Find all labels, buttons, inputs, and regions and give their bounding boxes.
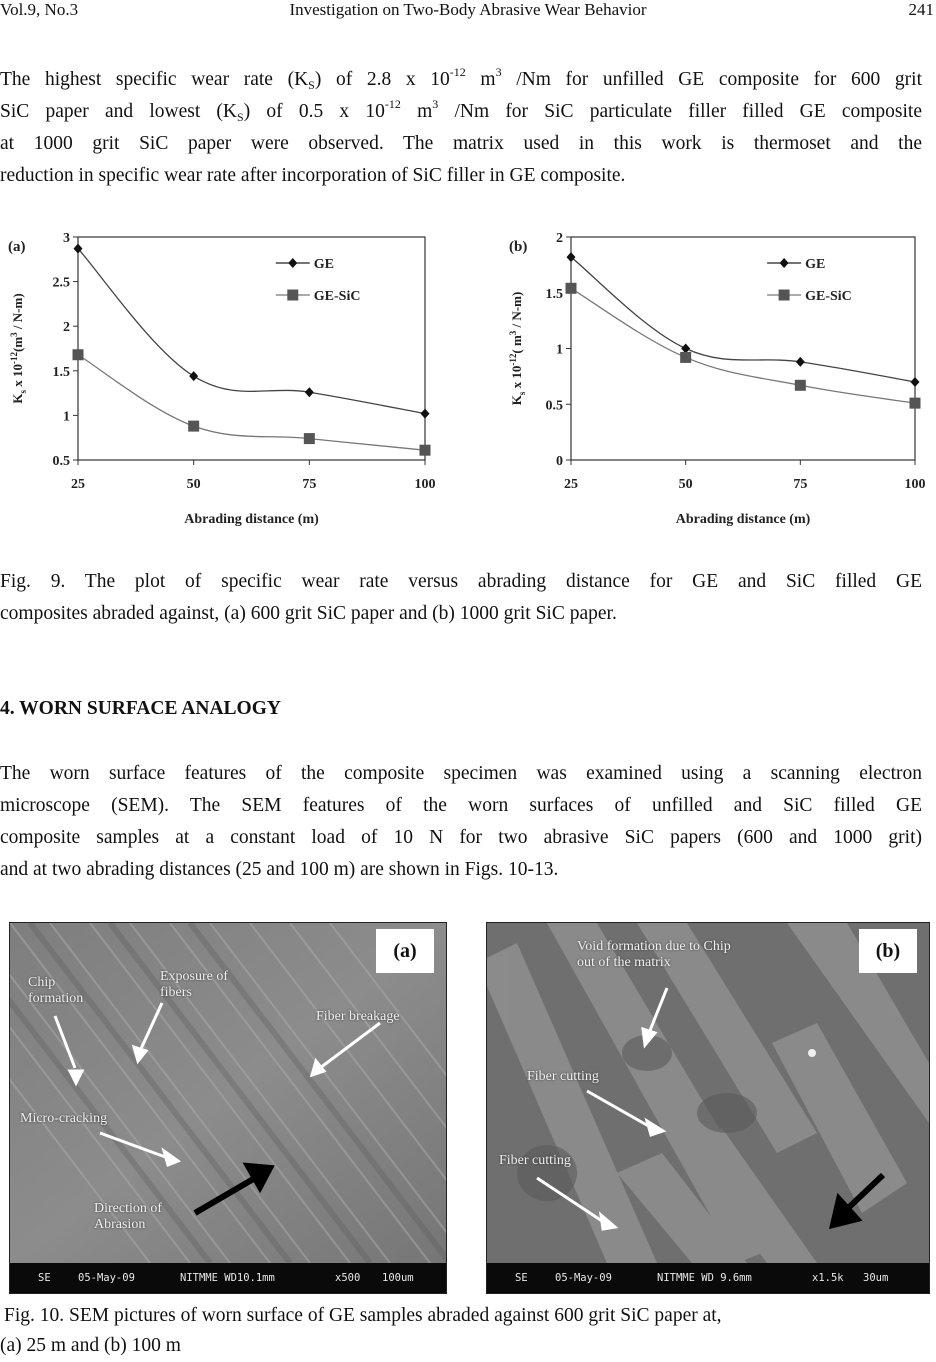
y-tick-label: 2: [63, 320, 70, 336]
y-axis-label-part: s: [18, 390, 28, 394]
y-tick-label: 1: [556, 342, 563, 358]
y-tick-label: 1.5: [545, 286, 563, 302]
data-point-diamond: [567, 252, 576, 262]
running-title: Investigation on Two-Body Abrasive Wear Behavior: [289, 0, 647, 19]
legend-label: GE-SiC: [313, 289, 361, 304]
chart-b: [495, 225, 936, 540]
text-line: and at two abrading distances (25 and 100 m) are shown in Figs. 10-13.: [0, 859, 559, 880]
text-line: The worn surface features of the composite specimen was examined using a scanning electron: [0, 763, 922, 784]
chart-a-svg: [0, 225, 460, 535]
y-tick-label: 3: [63, 231, 70, 246]
annotation-void-formation: Void formation due to Chip out of the matrix: [577, 939, 731, 970]
data-point-diamond: [911, 377, 920, 387]
data-point-diamond: [189, 371, 198, 381]
y-axis-label-part: K: [509, 395, 524, 406]
text-line: microscope (SEM). The SEM features of the worn surfaces of unfilled and SiC filled GE: [0, 795, 922, 816]
sem-texture-b: [487, 923, 929, 1263]
paragraph-sem: [0, 758, 922, 886]
text-line: reduction in specific wear rate after incorporation of SiC filler in GE composite.: [0, 165, 626, 186]
x-tick-label: 25: [564, 477, 578, 492]
sem-scale: 30um: [863, 1272, 889, 1284]
legend-marker-square: [287, 290, 298, 301]
annotation-fiber-breakage: Fiber breakage: [316, 1009, 400, 1024]
y-axis-label: [508, 292, 527, 406]
volume-label: Vol.9, No.3: [0, 0, 79, 19]
data-point-square: [188, 421, 199, 432]
y-axis-label-part: K: [10, 393, 25, 404]
x-tick-label: 50: [678, 477, 693, 492]
series-line-ge-sic: [571, 288, 915, 403]
text-line: composites abraded against, (a) 600 grit SiC paper and (b) 1000 grit SiC paper.: [0, 603, 617, 624]
data-point-square: [910, 398, 921, 409]
text-line: Fig. 10. SEM pictures of worn surface of GE samples abraded against 600 grit SiC paper at,: [4, 1305, 722, 1326]
sem-mode: SE: [38, 1272, 51, 1284]
text-line: at 1000 grit SiC paper were observed. The matrix used in this work is thermoset and the: [0, 133, 922, 154]
panel-label: (a): [8, 239, 26, 255]
data-point-square: [680, 352, 691, 363]
y-axis-label-part: (m: [10, 336, 25, 353]
sem-instrument: NITMME WD 9.6mm: [657, 1272, 752, 1284]
x-tick-label: 75: [302, 477, 317, 492]
text-line: composite samples at a constant load of 10 N for two abrasive SiC papers (600 and 1000 grit): [0, 827, 922, 848]
annotation-abrasion-direction: Direction of Abrasion: [94, 1201, 163, 1232]
y-axis-label-part: x 10: [509, 365, 524, 392]
sem-mode: SE: [515, 1272, 528, 1284]
legend-marker-square: [779, 290, 790, 301]
series-line-ge: [571, 257, 915, 382]
annotation-fiber-cutting-1: Fiber cutting: [527, 1069, 599, 1084]
annotation-fiber-exposure: Exposure of fibers: [160, 969, 229, 1000]
sem-date: 05-May-09: [78, 1272, 135, 1284]
annotation-micro-cracking: Micro-cracking: [20, 1111, 108, 1126]
y-tick-label: 0: [556, 454, 563, 469]
series-line-ge: [78, 249, 425, 414]
data-point-square: [73, 349, 84, 360]
section-heading: 4. WORN SURFACE ANALOGY: [0, 698, 281, 719]
legend-label: GE: [805, 257, 826, 272]
legend-marker-diamond: [780, 258, 789, 268]
x-tick-label: 75: [793, 477, 808, 492]
y-axis-label-part: -12: [508, 353, 518, 366]
y-axis-label-part: / N-m): [509, 291, 524, 331]
data-point-diamond: [421, 409, 430, 419]
x-axis-label: Abrading distance (m): [675, 512, 811, 527]
text-line: The highest specific wear rate $(K_S)$ of 2.8 x $10^{-12}$ $m^3$ /Nm for unfilled GE composite for 600 grit: [0, 65, 922, 92]
data-point-square: [566, 283, 577, 294]
annotation-fiber-cutting-2: Fiber cutting: [499, 1153, 571, 1168]
y-tick-label: 2.5: [52, 275, 70, 291]
x-tick-label: 25: [71, 477, 85, 492]
y-axis-label-part: s: [517, 391, 527, 396]
legend-marker-diamond: [288, 258, 297, 268]
legend-label: GE-SiC: [805, 289, 852, 304]
panel-label: (b): [509, 239, 528, 255]
sem-magnification: x500: [335, 1272, 361, 1284]
text-line: SiC paper and lowest $(K_S)$ of 0.5 x $10^{-12}$ $m^3$ /Nm for SiC particulate filler filled GE composite: [0, 97, 922, 124]
y-tick-label: 0.5: [545, 398, 563, 414]
text-line: Fig. 9. The plot of specific wear rate versus abrading distance for GE and SiC filled GE: [0, 571, 922, 592]
data-point-diamond: [796, 357, 805, 367]
y-axis-label-part: / N-m): [10, 293, 25, 333]
y-axis-label: [9, 293, 28, 403]
sem-image-b: [486, 922, 930, 1294]
fig9-caption: [0, 566, 922, 630]
y-axis-label-part: x 10: [10, 364, 25, 391]
legend-label: GE: [313, 257, 335, 272]
sem-magnification: x1.5k: [812, 1272, 844, 1284]
sem-photo-b: [487, 923, 929, 1263]
x-tick-label: 50: [186, 477, 201, 492]
data-point-square: [304, 433, 315, 444]
x-axis-label: Abrading distance (m): [184, 512, 319, 527]
paragraph-wear-rate: [0, 64, 922, 192]
y-axis-label-part: 3: [508, 330, 518, 336]
data-point-square: [795, 380, 806, 391]
y-axis-label-part: 3: [9, 332, 19, 337]
page-number: 241: [908, 0, 934, 19]
sem-info-bar-a: [10, 1263, 446, 1293]
running-header: [0, 0, 936, 22]
panel-tag-a: (a): [376, 929, 434, 973]
y-axis-label-part: ( m: [509, 335, 524, 354]
sem-date: 05-May-09: [555, 1272, 612, 1284]
sem-instrument: NITMME WD10.1mm: [180, 1272, 275, 1284]
y-tick-label: 0.5: [52, 454, 70, 469]
fig10-caption: [0, 1300, 926, 1360]
x-tick-label: 100: [414, 477, 436, 492]
chart-a: [0, 225, 460, 540]
y-tick-label: 1.5: [52, 364, 70, 380]
plot-frame: [78, 237, 425, 460]
series-line-ge-sic: [78, 355, 425, 450]
y-tick-label: 1: [63, 409, 70, 425]
text-line: (a) 25 m and (b) 100 m: [0, 1335, 181, 1356]
plot-frame: [571, 237, 915, 460]
panel-tag-b: (b): [859, 929, 917, 973]
data-point-diamond: [305, 387, 314, 397]
annotation-chip-formation: Chip formation: [28, 975, 84, 1006]
chart-b-svg: [495, 225, 936, 535]
sem-info-bar-b: [487, 1263, 929, 1293]
data-point-square: [420, 445, 431, 456]
x-tick-label: 100: [904, 477, 926, 492]
y-axis-label-part: -12: [9, 352, 19, 365]
y-tick-label: 2: [556, 231, 563, 246]
sem-image-a: [9, 922, 447, 1294]
sem-scale: 100um: [382, 1272, 414, 1284]
